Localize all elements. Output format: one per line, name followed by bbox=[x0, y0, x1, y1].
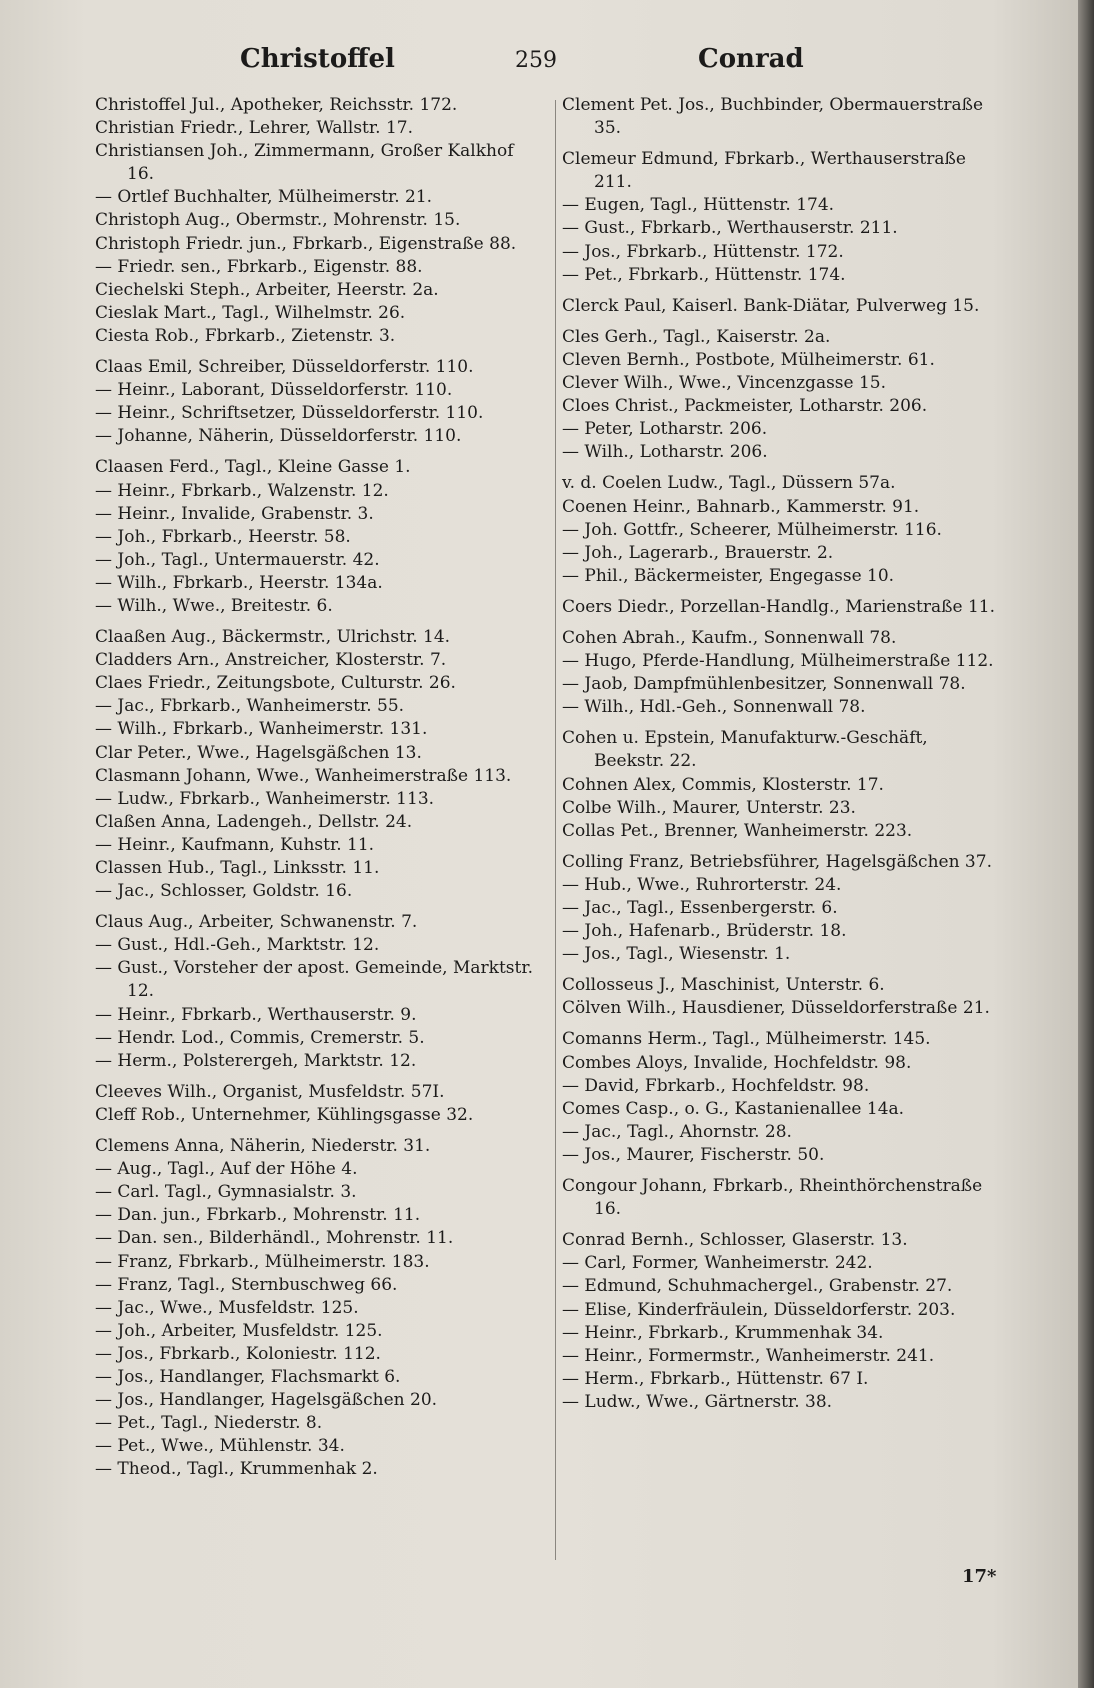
directory-entry: — Theod., Tagl., Krummenhak 2. bbox=[95, 1459, 378, 1480]
directory-entry: — Heinr., Fbrkarb., Werthauserstr. 9. bbox=[95, 1004, 417, 1025]
directory-entry: Clasmann Johann, Wwe., Wanheimerstraße 113. bbox=[95, 765, 512, 786]
directory-entry: — Joh., Hafenarb., Brüderstr. 18. bbox=[562, 921, 847, 942]
directory-entry: Cieslak Mart., Tagl., Wilhelmstr. 26. bbox=[95, 302, 406, 323]
directory-entry: — Ludw., Wwe., Gärtnerstr. 38. bbox=[562, 1391, 833, 1412]
directory-entry: — Gust., Vorsteher der apost. Gemeinde, Marktstr. 12. bbox=[95, 958, 533, 1002]
directory-entry: — Heinr., Fbrkarb., Krummenhak 34. bbox=[562, 1322, 884, 1343]
directory-entry: Cles Gerh., Tagl., Kaiserstr. 2a. bbox=[562, 326, 831, 347]
directory-entry: — Jos., Fbrkarb., Koloniestr. 112. bbox=[95, 1343, 381, 1364]
directory-entry: Conrad Bernh., Schlosser, Glaserstr. 13. bbox=[562, 1230, 908, 1251]
directory-entry: — Wilh., Lotharstr. 206. bbox=[562, 442, 768, 463]
directory-entry: Christoffel Jul., Apotheker, Reichsstr. 172. bbox=[95, 95, 458, 115]
directory-entry: Claes Friedr., Zeitungsbote, Culturstr. 26. bbox=[95, 673, 456, 694]
directory-entry: Ciechelski Steph., Arbeiter, Heerstr. 2a. bbox=[95, 279, 439, 300]
directory-entry: — Heinr., Invalide, Grabenstr. 3. bbox=[95, 503, 374, 524]
directory-entry: — Heinr., Schriftsetzer, Düsseldorferstr. 110. bbox=[95, 403, 484, 424]
directory-entry: Comanns Herm., Tagl., Mülheimerstr. 145. bbox=[562, 1029, 931, 1050]
page-edge bbox=[1078, 0, 1094, 1688]
directory-entry: — Friedr. sen., Fbrkarb., Eigenstr. 88. bbox=[95, 256, 423, 277]
directory-entry: — Jos., Handlanger, Hagelsgäßchen 20. bbox=[95, 1390, 438, 1411]
directory-entry: — Elise, Kinderfräulein, Düsseldorferstr. 203. bbox=[562, 1299, 956, 1320]
directory-entry: — Pet., Tagl., Niederstr. 8. bbox=[95, 1413, 323, 1434]
directory-entry: — Jos., Handlanger, Flachsmarkt 6. bbox=[95, 1366, 401, 1387]
directory-entry: Classen Hub., Tagl., Linksstr. 11. bbox=[95, 858, 380, 878]
directory-entry: — Edmund, Schuhmachergel., Grabenstr. 27. bbox=[562, 1276, 953, 1297]
directory-entry: — Jac., Wwe., Musfeldstr. 125. bbox=[95, 1297, 359, 1318]
directory-entry: Claßen Anna, Ladengeh., Dellstr. 24. bbox=[95, 811, 413, 832]
directory-entry: — Wilh., Fbrkarb., Heerstr. 134a. bbox=[95, 572, 383, 593]
directory-entry: Combes Aloys, Invalide, Hochfeldstr. 98. bbox=[562, 1052, 912, 1073]
directory-entry: — Heinr., Laborant, Düsseldorferstr. 110. bbox=[95, 380, 453, 401]
directory-entry: Cohen Abrah., Kaufm., Sonnenwall 78. bbox=[562, 627, 897, 648]
directory-entry: Clemeur Edmund, Fbrkarb., Werthauserstraße 211. bbox=[562, 149, 966, 193]
directory-entry: — Joh., Fbrkarb., Heerstr. 58. bbox=[95, 526, 351, 547]
directory-entry: — Heinr., Fbrkarb., Walzenstr. 12. bbox=[95, 480, 389, 501]
directory-entry: Claas Emil, Schreiber, Düsseldorferstr. 110. bbox=[95, 357, 474, 378]
directory-entry: — Aug., Tagl., Auf der Höhe 4. bbox=[95, 1159, 358, 1180]
directory-entry: Clar Peter., Wwe., Hagelsgäßchen 13. bbox=[95, 742, 422, 763]
directory-entry: — Jac., Fbrkarb., Wanheimerstr. 55. bbox=[95, 696, 405, 717]
directory-entry: Coenen Heinr., Bahnarb., Kammerstr. 91. bbox=[562, 496, 920, 517]
directory-entry: Cleff Rob., Unternehmer, Kühlingsgasse 32. bbox=[95, 1104, 474, 1125]
directory-entry: — Carl. Tagl., Gymnasialstr. 3. bbox=[95, 1182, 357, 1203]
page-header bbox=[0, 44, 1078, 84]
directory-entry: — Wilh., Wwe., Breitestr. 6. bbox=[95, 595, 333, 616]
directory-entry: — Jaob, Dampfmühlenbesitzer, Sonnenwall 78. bbox=[562, 674, 966, 695]
directory-entry: Cohen u. Epstein, Manufakturw.-Geschäft, Beekstr. 22. bbox=[562, 728, 928, 772]
directory-entry: — Pet., Wwe., Mühlenstr. 34. bbox=[95, 1436, 345, 1457]
directory-entry: Ciesta Rob., Fbrkarb., Zietenstr. 3. bbox=[95, 325, 396, 346]
directory-entry: Coers Diedr., Porzellan-Handlg., Marienstraße 11. bbox=[562, 596, 995, 617]
directory-entry: v. d. Coelen Ludw., Tagl., Düssern 57a. bbox=[562, 473, 896, 494]
directory-entry: — Herm., Polsterergeh, Marktstr. 12. bbox=[95, 1050, 417, 1071]
directory-entry: — Jac., Tagl., Essenbergerstr. 6. bbox=[562, 898, 838, 918]
directory-entry: Cladders Arn., Anstreicher, Klosterstr. 7. bbox=[95, 650, 447, 671]
directory-entry: Christoph Aug., Obermstr., Mohrenstr. 15. bbox=[95, 210, 461, 231]
directory-entry: Clerck Paul, Kaiserl. Bank-Diätar, Pulverweg 15. bbox=[562, 295, 980, 316]
directory-entry: — Jos., Maurer, Fischerstr. 50. bbox=[562, 1144, 825, 1165]
header-left-keyword: Christoffel bbox=[240, 44, 395, 74]
right-column bbox=[562, 94, 1002, 1414]
directory-entry: Congour Johann, Fbrkarb., Rheinthörchenstraße 16. bbox=[562, 1176, 983, 1220]
directory-entry: — Wilh., Hdl.-Geh., Sonnenwall 78. bbox=[562, 697, 866, 718]
column-divider bbox=[555, 100, 556, 1560]
directory-entry: — Eugen, Tagl., Hüttenstr. 174. bbox=[562, 195, 835, 216]
directory-entry: — Joh., Arbeiter, Musfeldstr. 125. bbox=[95, 1320, 383, 1341]
directory-entry: Comes Casp., o. G., Kastanienallee 14a. bbox=[562, 1098, 905, 1119]
directory-entry: Claasen Ferd., Tagl., Kleine Gasse 1. bbox=[95, 457, 411, 478]
directory-entry: Collas Pet., Brenner, Wanheimerstr. 223. bbox=[562, 820, 913, 841]
directory-entry: — Joh. Gottfr., Scheerer, Mülheimerstr. 116. bbox=[562, 519, 942, 540]
directory-entry: Cleven Bernh., Postbote, Mülheimerstr. 61. bbox=[562, 349, 935, 370]
directory-entry: Colling Franz, Betriebsführer, Hagelsgäßchen 37. bbox=[562, 851, 992, 872]
directory-entry: — Heinr., Kaufmann, Kuhstr. 11. bbox=[95, 834, 375, 855]
directory-entry: Christoph Friedr. jun., Fbrkarb., Eigenstraße 88. bbox=[95, 233, 517, 254]
directory-entry: Collosseus J., Maschinist, Unterstr. 6. bbox=[562, 975, 885, 996]
directory-entry: — Joh., Lagerarb., Brauerstr. 2. bbox=[562, 542, 834, 563]
directory-entry: Clement Pet. Jos., Buchbinder, Obermauerstraße 35. bbox=[562, 95, 984, 139]
directory-entry: — Dan. sen., Bilderhändl., Mohrenstr. 11. bbox=[95, 1228, 454, 1249]
directory-entry: Cleeves Wilh., Organist, Musfeldstr. 57I. bbox=[95, 1081, 445, 1102]
directory-entry: — Herm., Fbrkarb., Hüttenstr. 67 I. bbox=[562, 1368, 869, 1389]
directory-entry: — Franz, Fbrkarb., Mülheimerstr. 183. bbox=[95, 1251, 430, 1272]
directory-entry: Christiansen Joh., Zimmermann, Großer Kalkhof 16. bbox=[95, 141, 514, 185]
directory-entry: — Jos., Fbrkarb., Hüttenstr. 172. bbox=[562, 241, 844, 262]
directory-entry: — Gust., Fbrkarb., Werthauserstr. 211. bbox=[562, 218, 898, 239]
directory-entry: — Hugo, Pferde-Handlung, Mülheimerstraße 112. bbox=[562, 651, 994, 672]
directory-entry: — Ludw., Fbrkarb., Wanheimerstr. 113. bbox=[95, 788, 435, 809]
directory-entry: — Franz, Tagl., Sternbuschweg 66. bbox=[95, 1274, 398, 1295]
directory-entry: — Johanne, Näherin, Düsseldorferstr. 110. bbox=[95, 426, 462, 447]
directory-entry: Cohnen Alex, Commis, Klosterstr. 17. bbox=[562, 774, 884, 795]
directory-entry: — David, Fbrkarb., Hochfeldstr. 98. bbox=[562, 1075, 870, 1096]
directory-entry: Clever Wilh., Wwe., Vincenzgasse 15. bbox=[562, 373, 887, 394]
directory-entry: — Hendr. Lod., Commis, Cremerstr. 5. bbox=[95, 1027, 425, 1048]
directory-entry: — Gust., Hdl.-Geh., Marktstr. 12. bbox=[95, 935, 380, 956]
directory-entry: — Carl, Former, Wanheimerstr. 242. bbox=[562, 1253, 873, 1274]
directory-entry: — Pet., Fbrkarb., Hüttenstr. 174. bbox=[562, 264, 846, 285]
page-number: 259 bbox=[515, 48, 557, 73]
directory-entry: — Dan. jun., Fbrkarb., Mohrenstr. 11. bbox=[95, 1205, 421, 1226]
directory-entry: Colbe Wilh., Maurer, Unterstr. 23. bbox=[562, 797, 856, 818]
directory-entry: Cölven Wilh., Hausdiener, Düsseldorferstraße 21. bbox=[562, 998, 990, 1019]
directory-entry: — Peter, Lotharstr. 206. bbox=[562, 419, 768, 440]
directory-entry: Christian Friedr., Lehrer, Wallstr. 17. bbox=[95, 118, 413, 139]
directory-entry: — Hub., Wwe., Ruhrorterstr. 24. bbox=[562, 874, 842, 895]
directory-entry: Claaßen Aug., Bäckermstr., Ulrichstr. 14. bbox=[95, 627, 451, 648]
directory-entry: — Ortlef Buchhalter, Mülheimerstr. 21. bbox=[95, 187, 433, 208]
directory-entry: Cloes Christ., Packmeister, Lotharstr. 206. bbox=[562, 396, 928, 417]
directory-entry: — Joh., Tagl., Untermauerstr. 42. bbox=[95, 549, 380, 570]
directory-entry: — Wilh., Fbrkarb., Wanheimerstr. 131. bbox=[95, 719, 428, 740]
directory-entry: — Jac., Schlosser, Goldstr. 16. bbox=[95, 881, 353, 902]
directory-entry: Clemens Anna, Näherin, Niederstr. 31. bbox=[95, 1136, 431, 1157]
header-right-keyword: Conrad bbox=[698, 44, 804, 74]
directory-entry: — Jos., Tagl., Wiesenstr. 1. bbox=[562, 944, 791, 965]
directory-entry: — Phil., Bäckermeister, Engegasse 10. bbox=[562, 565, 895, 586]
signature-mark: 17* bbox=[962, 1566, 997, 1587]
directory-entry: Claus Aug., Arbeiter, Schwanenstr. 7. bbox=[95, 912, 418, 933]
left-column bbox=[95, 94, 535, 1481]
directory-entry: — Heinr., Formermstr., Wanheimerstr. 241. bbox=[562, 1345, 935, 1366]
directory-entry: — Jac., Tagl., Ahornstr. 28. bbox=[562, 1121, 792, 1142]
